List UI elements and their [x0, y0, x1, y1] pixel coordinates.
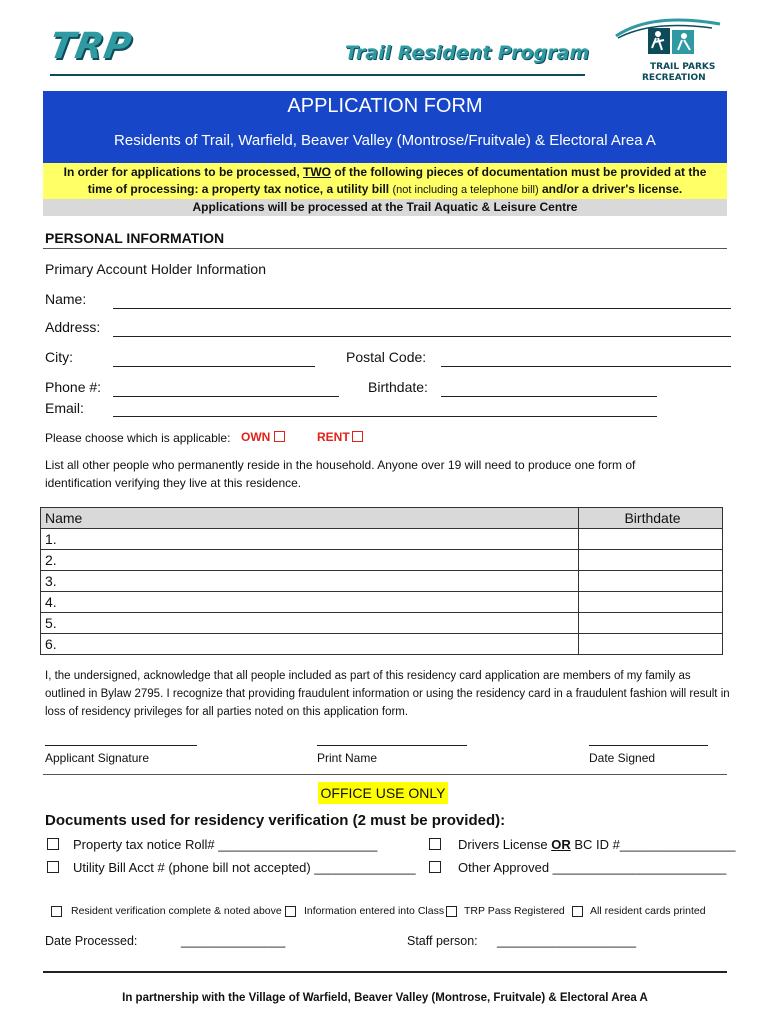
partner-logo-line2: RECREATION: [642, 73, 706, 83]
postal-code-label: Postal Code:: [346, 349, 427, 365]
cards-printed-checkbox[interactable]: [572, 906, 583, 917]
form-subtitle: Residents of Trail, Warfield, Beaver Valley (Montrose/Fruitvale) & Electoral Area A: [114, 132, 656, 149]
section-heading-personal: PERSONAL INFORMATION: [45, 230, 225, 246]
applicant-signature-label: Applicant Signature: [45, 751, 150, 765]
declaration-line-2: outlined in Bylaw 2795. I recognize that providing fraudulent information or using the residency card in a fraudulent fashion will result in: [45, 688, 730, 700]
footer-rule: [43, 971, 727, 973]
table-row[interactable]: 5.: [41, 613, 723, 634]
utility-bill-checkbox[interactable]: [47, 861, 59, 873]
other-approved-checkbox[interactable]: [429, 861, 441, 873]
table-row[interactable]: 3.: [41, 571, 723, 592]
verification-complete-checkbox[interactable]: [51, 906, 62, 917]
address-label: Address:: [45, 319, 101, 335]
phone-label: Phone #:: [45, 379, 102, 395]
trail-parks-logo: [612, 14, 722, 90]
trp-logo: TRP: [46, 26, 136, 67]
trp-pass-label: TRP Pass Registered: [464, 905, 565, 917]
other-approved-label: Other Approved ________________________: [458, 860, 727, 875]
household-instructions-1: List all other people who permanently reside in the household. Anyone over 19 will need to produce one form of: [45, 458, 636, 472]
form-title: APPLICATION FORM: [287, 95, 483, 117]
section-divider: [43, 248, 727, 249]
table-header-birthdate: Birthdate: [579, 508, 723, 529]
info-entered-label: Information entered into Class: [304, 905, 445, 917]
declaration-line-1: I, the undersigned, acknowledge that all people included as part of this residency card application are members of my family as: [45, 670, 691, 682]
office-divider: [43, 774, 727, 775]
phone-field[interactable]: [113, 396, 339, 397]
own-option-label: OWN: [241, 430, 271, 444]
date-processed-field[interactable]: _______________: [181, 934, 286, 948]
address-field[interactable]: [113, 336, 731, 337]
table-row[interactable]: 4.: [41, 592, 723, 613]
documents-heading: Documents used for residency verification (2 must be provided):: [45, 812, 506, 829]
rent-option-label: RENT: [317, 430, 350, 444]
partner-logo-line1: TRAIL PARKS: [650, 62, 716, 72]
verification-complete-label: Resident verification complete & noted above: [71, 905, 282, 917]
table-row[interactable]: 1.: [41, 529, 723, 550]
utility-bill-label: Utility Bill Acct # (phone bill not accepted) ______________: [73, 860, 416, 875]
drivers-license-label: Drivers License OR BC ID #________________: [458, 837, 736, 852]
household-table: [40, 507, 723, 655]
partnership-footer: In partnership with the Village of Warfield, Beaver Valley (Montrose, Fruitvale) & Electoral Area A: [122, 992, 648, 1004]
drivers-license-checkbox[interactable]: [429, 838, 441, 850]
print-name-label: Print Name: [317, 751, 378, 765]
program-title: Trail Resident Program: [345, 42, 590, 64]
rent-checkbox[interactable]: [352, 431, 363, 442]
notice-text: In order for applications to be processed, TWO of the following pieces of documentation must be provided at the time of processing: a property tax notice, a utility bill (not including a telephone bill) and/or a driver's license.: [63, 165, 707, 196]
own-rent-prompt: Please choose which is applicable:: [45, 431, 231, 445]
table-row[interactable]: 6.: [41, 634, 723, 655]
staff-person-field[interactable]: ____________________: [497, 934, 637, 948]
cards-printed-label: All resident cards printed: [590, 905, 706, 917]
property-tax-checkbox[interactable]: [47, 838, 59, 850]
applicant-signature-field[interactable]: [45, 745, 197, 746]
office-use-label: OFFICE USE ONLY: [318, 782, 448, 804]
email-label: Email:: [45, 400, 84, 416]
own-checkbox[interactable]: [274, 431, 285, 442]
primary-holder-heading: Primary Account Holder Information: [45, 261, 266, 277]
date-processed-label: Date Processed:: [45, 934, 138, 948]
name-label: Name:: [45, 291, 87, 307]
city-label: City:: [45, 349, 73, 365]
trp-pass-checkbox[interactable]: [446, 906, 457, 917]
info-entered-checkbox[interactable]: [285, 906, 296, 917]
staff-person-label: Staff person:: [407, 934, 478, 948]
birthdate-field[interactable]: [441, 396, 657, 397]
header-rule: [50, 74, 585, 76]
table-row[interactable]: 2.: [41, 550, 723, 571]
city-field[interactable]: [113, 366, 315, 367]
declaration-line-3: loss of residency privileges for all parties noted on this application form.: [45, 706, 409, 718]
email-field[interactable]: [113, 416, 657, 417]
location-text: Applications will be processed at the Trail Aquatic & Leisure Centre: [192, 200, 578, 214]
postal-code-field[interactable]: [441, 366, 731, 367]
household-instructions-2: identification verifying they live at this residence.: [45, 476, 302, 490]
name-field[interactable]: [113, 308, 731, 309]
table-header-row: [41, 508, 723, 529]
date-signed-label: Date Signed: [589, 751, 656, 765]
birthdate-label: Birthdate:: [368, 379, 428, 395]
property-tax-label: Property tax notice Roll# ______________________: [73, 837, 378, 852]
table-header-name: Name: [41, 508, 579, 529]
print-name-field[interactable]: [317, 745, 467, 746]
date-signed-field[interactable]: [589, 745, 708, 746]
